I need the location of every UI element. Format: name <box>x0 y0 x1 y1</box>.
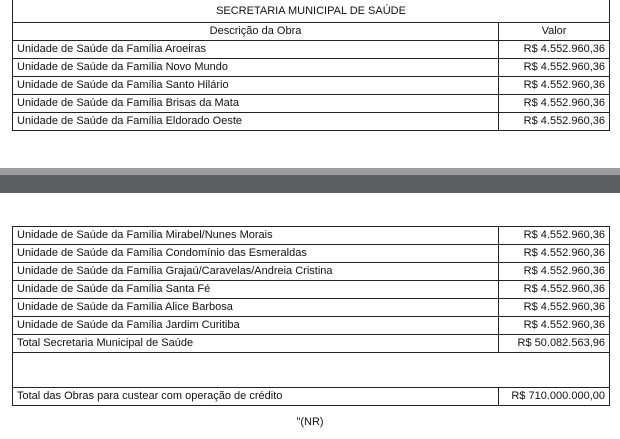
page-separator <box>0 175 620 193</box>
row-value: R$ 4.552.960,36 <box>499 41 610 59</box>
row-value: R$ 4.552.960,36 <box>499 113 610 131</box>
table-row <box>13 299 610 317</box>
table-row <box>13 263 610 281</box>
document-page-1 <box>0 0 620 152</box>
header-value: Valor <box>499 23 610 41</box>
total-obras-row <box>13 388 610 406</box>
row-value: R$ 4.552.960,36 <box>499 281 610 299</box>
blank-row <box>13 353 610 388</box>
table-row <box>13 77 610 95</box>
table-row <box>13 41 610 59</box>
row-value: R$ 4.552.960,36 <box>499 95 610 113</box>
table-title-row <box>13 0 610 23</box>
row-value: R$ 4.552.960,36 <box>499 77 610 95</box>
row-value: R$ 4.552.960,36 <box>499 299 610 317</box>
row-value: R$ 4.552.960,36 <box>499 317 610 335</box>
table-row <box>13 95 610 113</box>
table-row <box>13 59 610 77</box>
table-header-row <box>13 23 610 41</box>
row-description: Unidade de Saúde da Família Santa Fé <box>13 281 499 299</box>
total-obras-value: R$ 710.000.000,00 <box>499 388 610 406</box>
page-gap-shadow <box>0 168 620 175</box>
table-row <box>13 245 610 263</box>
row-description: Unidade de Saúde da Família Condomínio das Esmeraldas <box>13 245 499 263</box>
row-description: Unidade de Saúde da Família Jardim Curitiba <box>13 317 499 335</box>
row-description: Unidade de Saúde da Família Santo Hilário <box>13 77 499 95</box>
row-value: R$ 4.552.960,36 <box>499 227 610 245</box>
row-value: R$ 4.552.960,36 <box>499 263 610 281</box>
table-row <box>13 281 610 299</box>
row-value: R$ 4.552.960,36 <box>499 245 610 263</box>
table-row <box>13 317 610 335</box>
secretaria-saude-table <box>12 0 610 131</box>
row-description: Unidade de Saúde da Família Alice Barbosa <box>13 299 499 317</box>
row-description: Unidade de Saúde da Família Eldorado Oeste <box>13 113 499 131</box>
table-row <box>13 227 610 245</box>
total-obras-label: Total das Obras para custear com operação de crédito <box>13 388 499 406</box>
row-description: Unidade de Saúde da Família Aroeiras <box>13 41 499 59</box>
header-description: Descrição da Obra <box>13 23 499 41</box>
document-page-2 <box>0 193 620 439</box>
blank-cell <box>13 353 610 388</box>
nr-mark: "(NR) <box>296 416 324 428</box>
row-description: Unidade de Saúde da Família Mirabel/Nunes Morais <box>13 227 499 245</box>
total-secretaria-row <box>13 335 610 353</box>
total-secretaria-value: R$ 50.082.563,96 <box>499 335 610 353</box>
row-description: Unidade de Saúde da Família Novo Mundo <box>13 59 499 77</box>
secretaria-saude-table-continued <box>12 226 610 406</box>
row-description: Unidade de Saúde da Família Brisas da Mata <box>13 95 499 113</box>
row-description: Unidade de Saúde da Família Grajaú/Caravelas/Andreia Cristina <box>13 263 499 281</box>
table-title: SECRETARIA MUNICIPAL DE SAÚDE <box>13 0 610 23</box>
table-row <box>13 113 610 131</box>
row-value: R$ 4.552.960,36 <box>499 59 610 77</box>
total-secretaria-label: Total Secretaria Municipal de Saúde <box>13 335 499 353</box>
